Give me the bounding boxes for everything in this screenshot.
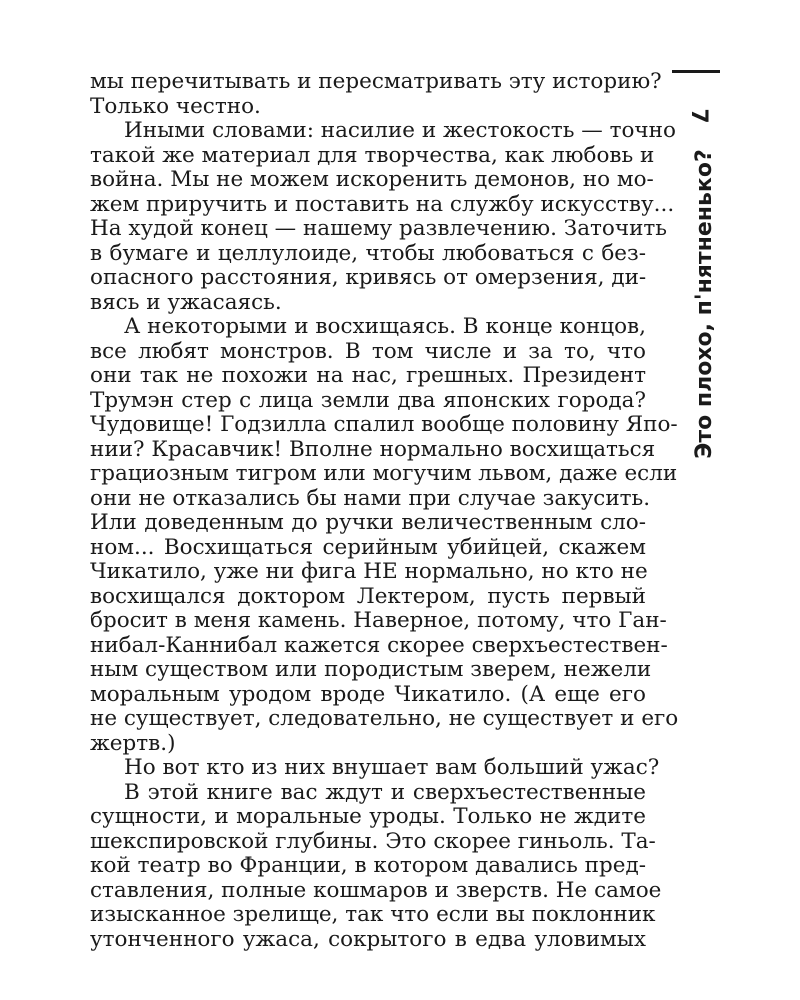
text-line: опасного расстояния, кривясь от омерзения, ди- [90,265,647,290]
text-line: все любят монстров. В том числе и за то, что [90,338,646,364]
text-line: они не отказались бы нами при случае закусить. [90,485,651,511]
text-line: Чудовище! Годзилла спалил вообще половину Япо- [90,412,678,437]
text-line: Иными словами: насилие и жестокость — точно [124,118,676,143]
text-line: На худой конец — нашему развлечению. Заточить [90,216,667,241]
text-line: такой же материал для творчества, как любовь и [90,142,655,168]
text-line: война. Мы не можем искоренить демонов, но мо- [90,167,654,192]
text-line: они так не похожи на нас, грешных. Президент [90,363,646,388]
text-line: Трумэн стер с лица земли два японских города? [90,387,646,413]
text-line: Или доведенным до ручки величественным сло- [90,510,646,535]
text-line: утонченного ужаса, сокрытого в едва уловимых [90,926,646,952]
text-line: в бумаге и целлулоиде, чтобы любоваться с без- [90,240,646,266]
text-line: бросит в меня камень. Наверное, потому, что Ган- [90,608,667,633]
text-line: нибал-Каннибал кажется скорее сверхъестествен- [90,632,668,658]
text-line: шекспировской глубины. Это скорее гиньоль. Та- [90,828,656,854]
text-line: изысканное зрелище, так что если вы поклонник [90,902,656,927]
text-line: жертв.) [90,730,176,756]
text-line: В этой книге вас ждут и сверхъестественные [124,779,646,805]
text-line: восхищался доктором Лектером, пусть первый [90,583,646,609]
text-line: ставления, полные кошмаров и зверств. Не самое [90,877,662,903]
text-line: ном... Восхищаться серийным убийцей, скажем [90,534,646,560]
text-line: кой театр во Франции, в котором давались пред- [90,853,646,878]
running-title: Это плохо, п'нятненько? [692,149,717,459]
text-line: Чикатило, уже ни фига НЕ нормально, но кто не [90,559,648,584]
text-line: сущности, и моральные уроды. Только не ждите [90,804,646,829]
text-line: грациозным тигром или могучим львом, даже если [90,461,678,486]
text-line: ным существом или породистым зверем, нежели [90,657,652,682]
text-line: не существует, следовательно, не существует и его [90,706,679,731]
body-text [90,69,679,952]
header-rule [672,70,720,73]
text-line: Только честно. [90,93,261,119]
page-number: 7 [686,108,711,124]
text-line: А некоторыми и восхищаясь. В конце концов, [124,314,646,339]
text-line: моральным уродом вроде Чикатило. (А еще его [90,681,646,707]
text-line: нии? Красавчик! Вполне нормально восхищаться [90,436,656,462]
text-line: Но вот кто из них внушает вам больший ужас? [124,755,660,780]
text-line: жем приручить и поставить на службу искусству... [90,191,675,217]
text-line: вясь и ужасаясь. [90,289,282,315]
text-line: мы перечитывать и пересматривать эту историю? [90,69,662,94]
